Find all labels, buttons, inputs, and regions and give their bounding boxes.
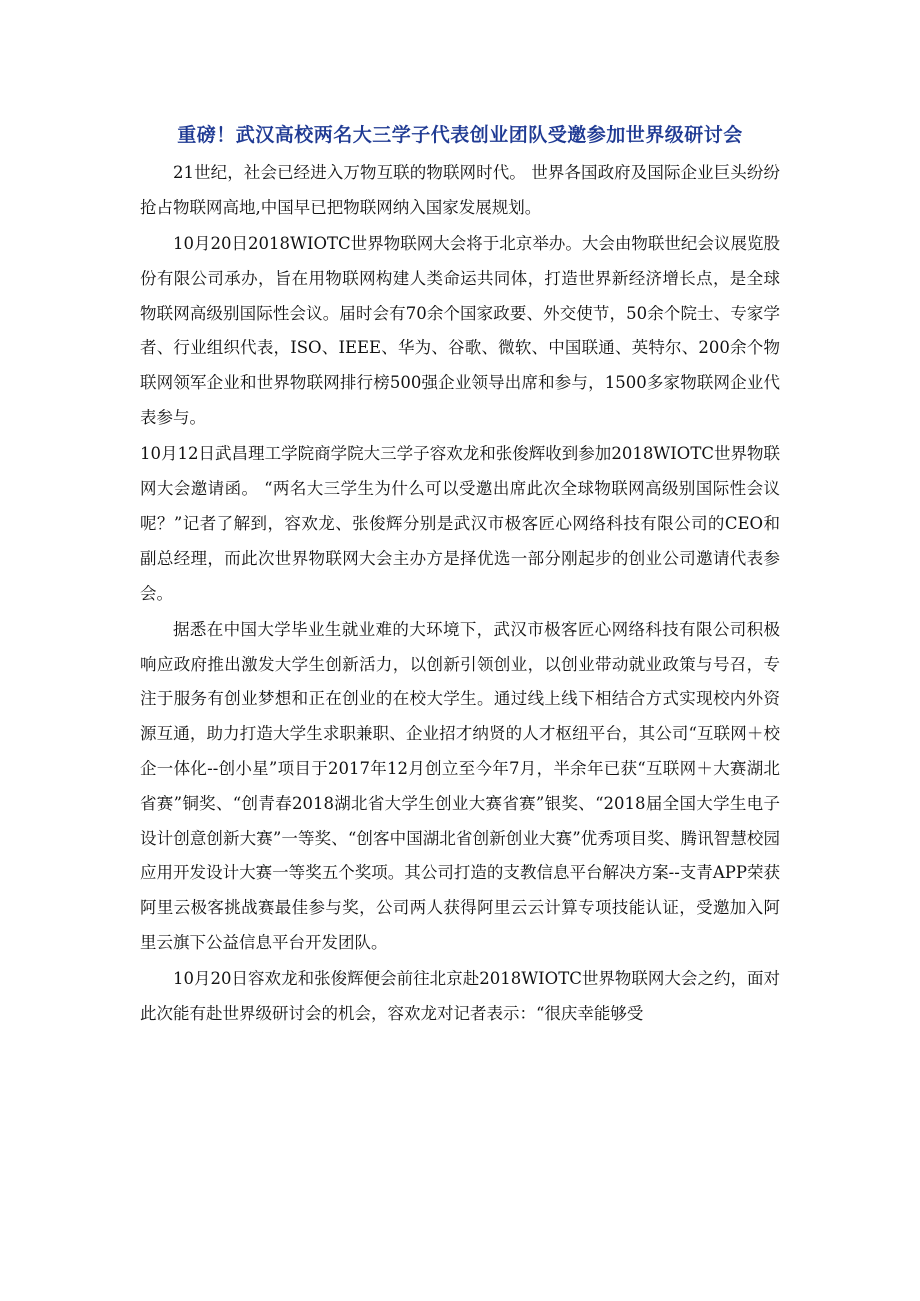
- paragraph-2: 10月20日2018WIOTC世界物联网大会将于北京举办。大会由物联世纪会议展览股份有限公司承办，旨在用物联网构建人类命运共同体，打造世界新经济增长点，是全球物联网高级别国际性会议。届时会有70余个国家政要、外交使节，50余个院士、专家学者、行业组织代表，ISO、IEEE、华为、谷歌、微软、中国联通、英特尔、200余个物联网领军企业和世界物联网排行榜500强企业领导出席和参与，1500多家物联网企业代表参与。: [140, 234, 780, 428]
- paragraph-4: 据悉在中国大学毕业生就业难的大环境下，武汉市极客匠心网络科技有限公司积极响应政府推出激发大学生创新活力，以创新引领创业，以创业带动就业政策与号召，专注于服务有创业梦想和正在创业的在校大学生。通过线上线下相结合方式实现校内外资源互通，助力打造大学生求职兼职、企业招才纳贤的人才枢纽平台，其公司“互联网＋校企一体化--创小星”项目于2017年12月创立至今年7月，半余年已获“互联网＋大赛湖北省赛”铜奖、“创青春2018湖北省大学生创业大赛省赛”银奖、“2018届全国大学生电子设计创意创新大赛”一等奖、“创客中国湖北省创新创业大赛”优秀项目奖、腾讯智慧校园应用开发设计大赛一等奖五个奖项。其公司打造的支教信息平台解决方案--支青APP荣获阿里云极客挑战赛最佳参与奖，公司两人获得阿里云云计算专项技能认证，受邀加入阿里云旗下公益信息平台开发团队。: [140, 619, 780, 953]
- paragraph-3: 10月12日武昌理工学院商学院大三学子容欢龙和张俊辉收到参加2018WIOTC世界物联网大会邀请函。 “两名大三学生为什么可以受邀出席此次全球物联网高级别国际性会议呢？”记者了解到，容欢龙、张俊辉分别是武汉市极客匠心网络科技有限公司的CEO和副总经理，而此次世界物联网大会主办方是择优选一部分刚起步的创业公司邀请代表参会。: [140, 444, 780, 603]
- paragraph-1: 21世纪，社会已经进入万物互联的物联网时代。 世界各国政府及国际企业巨头纷纷抢占物联网高地,中国早已把物联网纳入国家发展规划。: [140, 163, 780, 217]
- paragraph-5: 10月20日容欢龙和张俊辉便会前往北京赴2018WIOTC世界物联网大会之约，面对此次能有赴世界级研讨会的机会，容欢龙对记者表示：“很庆幸能够受: [140, 969, 780, 1024]
- article-title: 重磅！武汉高校两名大三学子代表创业团队受邀参加世界级研讨会: [177, 124, 743, 146]
- article-body: [140, 156, 780, 1033]
